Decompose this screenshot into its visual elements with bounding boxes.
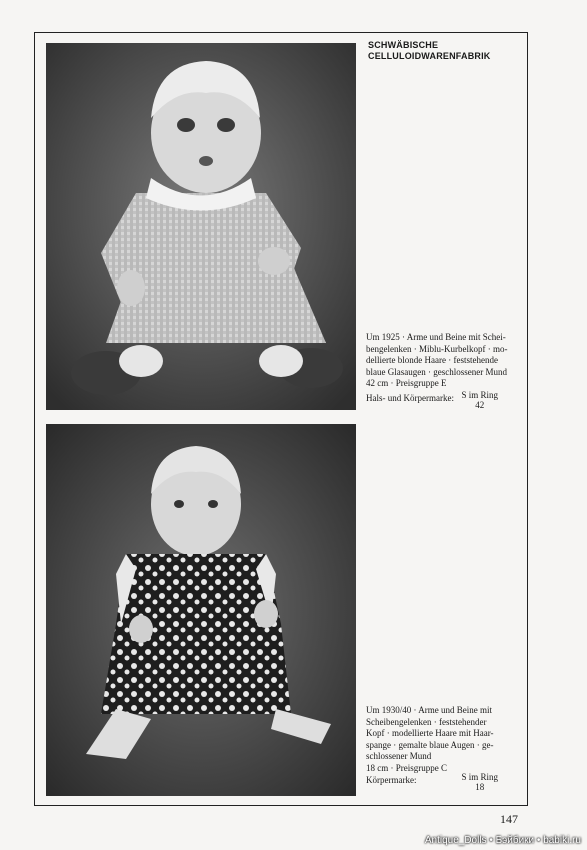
watermark: Antique_Dolls • Бэйбики • babiki.ru — [424, 835, 581, 846]
caption-line: Scheibengelenken · feststehender — [366, 716, 487, 727]
mark-label: Hals- und Körpermarke: — [366, 393, 454, 403]
mark-value-line-2: 18 — [475, 782, 485, 792]
doll-photo-2 — [46, 424, 356, 796]
caption-line: Um 1930/40 · Arme und Beine mit — [366, 705, 492, 715]
doll-photo-1 — [46, 43, 356, 410]
mark-value-line-2: 42 — [475, 400, 485, 410]
doll-1-caption — [366, 332, 522, 390]
manufacturer-heading — [368, 40, 528, 62]
caption-line: 18 cm · Preisgruppe C — [366, 762, 447, 773]
mark-value — [461, 390, 498, 410]
caption-line: schlossener Mund — [366, 751, 432, 761]
heading-line-2: CELLULOIDWARENFABRIK — [368, 51, 491, 61]
doll-2-caption — [366, 705, 522, 774]
caption-line: Um 1925 · Arme und Beine mit Schei- — [366, 332, 506, 342]
caption-line: 42 cm · Preisgruppe E — [366, 378, 447, 388]
heading-line-1: SCHWÄBISCHE — [368, 40, 439, 50]
mark-value-line-1: S im Ring — [461, 390, 498, 400]
caption-line: dellierte blonde Haare · feststehende — [366, 355, 498, 365]
mark-value-line-1: S im Ring — [461, 772, 498, 782]
caption-line: blaue Glasaugen · geschlossener Mund — [366, 366, 507, 377]
caption-line: bengelenken · Miblu-Kurbelkopf · mo- — [366, 343, 508, 354]
mark-label: Körpermarke: — [366, 775, 417, 785]
caption-line: spange · gemalte blaue Augen · ge- — [366, 739, 494, 750]
page-number: 147 — [500, 812, 518, 826]
caption-line: Kopf · modellierte Haare mit Haar- — [366, 728, 494, 738]
mark-value — [461, 772, 498, 792]
